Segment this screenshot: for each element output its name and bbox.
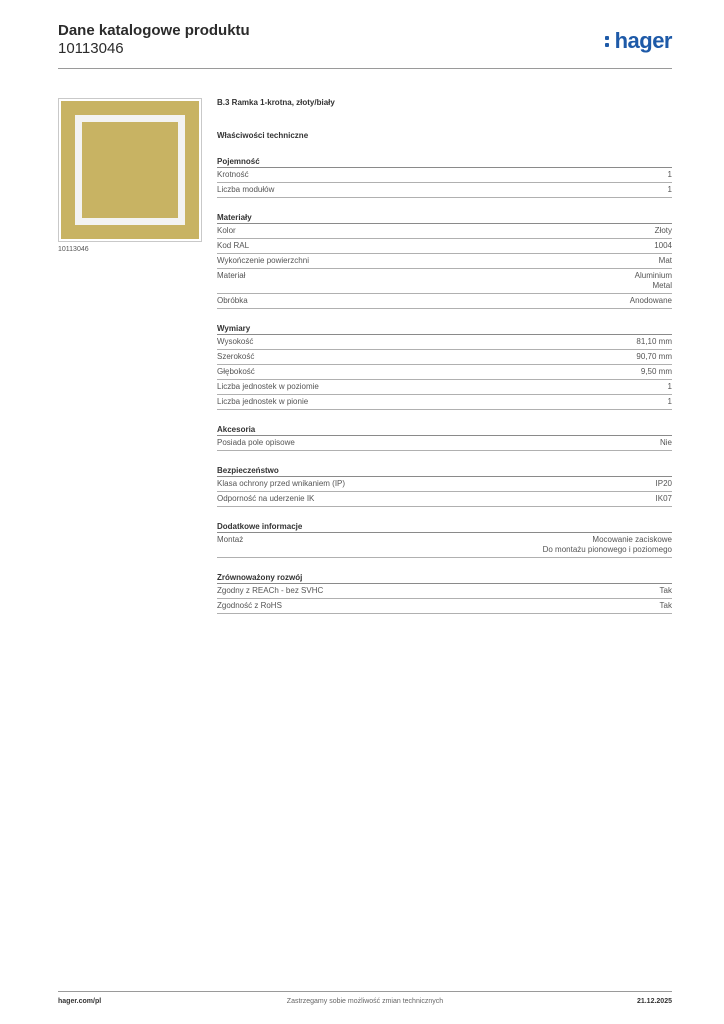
spec-row	[217, 294, 672, 309]
spec-label: Odporność na uderzenie IK	[217, 494, 315, 503]
spec-label: Klasa ochrony przed wnikaniem (IP)	[217, 479, 346, 488]
spec-value	[656, 479, 672, 489]
product-image	[58, 98, 202, 242]
spec-value	[641, 367, 672, 377]
spec-label: Obróbka	[217, 296, 248, 305]
product-name: B.3 Ramka 1-krotna, złoty/biały	[217, 98, 335, 107]
spec-label: Wysokość	[217, 337, 254, 346]
section-title: Pojemność	[217, 155, 672, 168]
spec-section	[217, 322, 672, 410]
spec-heading: Właściwości techniczne	[217, 131, 309, 140]
document-header	[58, 22, 672, 68]
spec-value	[668, 397, 672, 407]
section-title: Zrównoważony rozwój	[217, 571, 672, 584]
frame-insert	[75, 115, 185, 225]
spec-value-line: Nie	[659, 438, 672, 447]
spec-row	[217, 395, 672, 410]
spec-label: Liczba jednostek w pionie	[217, 397, 309, 406]
spec-row	[217, 183, 672, 198]
spec-value	[660, 586, 672, 596]
spec-value	[543, 535, 672, 555]
spec-value	[636, 352, 672, 362]
spec-row	[217, 269, 672, 294]
spec-value	[659, 256, 672, 266]
spec-label: Zgodność z RoHS	[217, 601, 282, 610]
spec-value	[656, 494, 672, 504]
spec-value	[635, 271, 672, 291]
spec-section	[217, 211, 672, 309]
product-code: 10113046	[58, 40, 124, 57]
spec-label: Zgodny z REACh - bez SVHC	[217, 586, 324, 595]
spec-label: Liczba modułów	[217, 185, 275, 194]
spec-label: Montaż	[217, 535, 244, 544]
footer-website: hager.com/pl	[58, 998, 102, 1005]
logo-dots-icon	[603, 32, 613, 50]
section-title: Bezpieczeństwo	[217, 464, 672, 477]
footer-divider	[58, 991, 672, 992]
spec-row	[217, 239, 672, 254]
spec-value-line: 90,70 mm	[636, 352, 672, 361]
spec-value	[660, 601, 672, 611]
section-title: Wymiary	[217, 322, 672, 335]
spec-label: Głębokość	[217, 367, 255, 376]
spec-value-line: 1	[667, 170, 672, 179]
spec-value-line: 9,50 mm	[640, 367, 672, 376]
spec-row	[217, 492, 672, 507]
frame-outer	[61, 101, 199, 239]
spec-row	[217, 436, 672, 451]
section-title: Materiały	[217, 211, 672, 224]
spec-section	[217, 464, 672, 507]
document-footer	[58, 998, 672, 1008]
spec-value	[654, 241, 672, 251]
spec-value-line: 1	[667, 397, 672, 406]
spec-value	[655, 226, 672, 236]
spec-value-line: Do montażu pionowego i poziomego	[542, 545, 672, 554]
spec-value	[668, 185, 672, 195]
spec-section	[217, 423, 672, 451]
spec-label: Szerokość	[217, 352, 255, 361]
spec-section	[217, 155, 672, 198]
spec-label: Kod RAL	[217, 241, 250, 250]
footer-disclaimer: Zastrzegamy sobie możliwość zmian technicznych	[286, 998, 444, 1005]
spec-label: Materiał	[217, 271, 246, 280]
spec-label: Kolor	[217, 226, 236, 235]
spec-row	[217, 335, 672, 350]
spec-row	[217, 168, 672, 183]
spec-value-line: Aluminium	[634, 271, 672, 280]
spec-row	[217, 599, 672, 614]
section-title: Akcesoria	[217, 423, 672, 436]
spec-row	[217, 533, 672, 558]
spec-value-line: 81,10 mm	[636, 337, 672, 346]
header-divider	[58, 68, 672, 69]
spec-value-line: 1	[667, 185, 672, 194]
spec-value-line: Anodowane	[629, 296, 672, 305]
spec-value-line: IK07	[655, 494, 672, 503]
spec-value-line: 1	[667, 382, 672, 391]
spec-row	[217, 350, 672, 365]
spec-row	[217, 224, 672, 239]
spec-value	[668, 170, 672, 180]
spec-value	[668, 382, 672, 392]
spec-row	[217, 584, 672, 599]
spec-sheet	[217, 96, 672, 614]
spec-value	[636, 337, 672, 347]
spec-value-line: Mocowanie zaciskowe	[592, 535, 672, 544]
spec-value-line: Tak	[659, 586, 672, 595]
spec-value-line: Mat	[658, 256, 672, 265]
spec-row	[217, 254, 672, 269]
spec-sections	[217, 155, 672, 614]
spec-value-line: Metal	[652, 281, 672, 290]
spec-value-line: Złoty	[654, 226, 672, 235]
logo-text: hager	[614, 28, 672, 53]
spec-label: Liczba jednostek w poziomie	[217, 382, 319, 391]
hager-logo	[603, 30, 672, 52]
spec-section	[217, 571, 672, 614]
spec-value	[660, 438, 672, 448]
spec-label: Krotność	[217, 170, 249, 179]
document-title: Dane katalogowe produktu	[58, 22, 250, 39]
spec-row	[217, 380, 672, 395]
spec-row	[217, 477, 672, 492]
spec-label: Posiada pole opisowe	[217, 438, 295, 447]
spec-value	[630, 296, 672, 306]
section-title: Dodatkowe informacje	[217, 520, 672, 533]
spec-value-line: 1004	[654, 241, 672, 250]
spec-label: Wykończenie powierzchni	[217, 256, 309, 265]
spec-value-line: Tak	[659, 601, 672, 610]
image-caption: 10113046	[58, 246, 89, 253]
spec-row	[217, 365, 672, 380]
spec-value-line: IP20	[655, 479, 672, 488]
footer-date: 21.12.2025	[636, 998, 672, 1005]
spec-section	[217, 520, 672, 558]
